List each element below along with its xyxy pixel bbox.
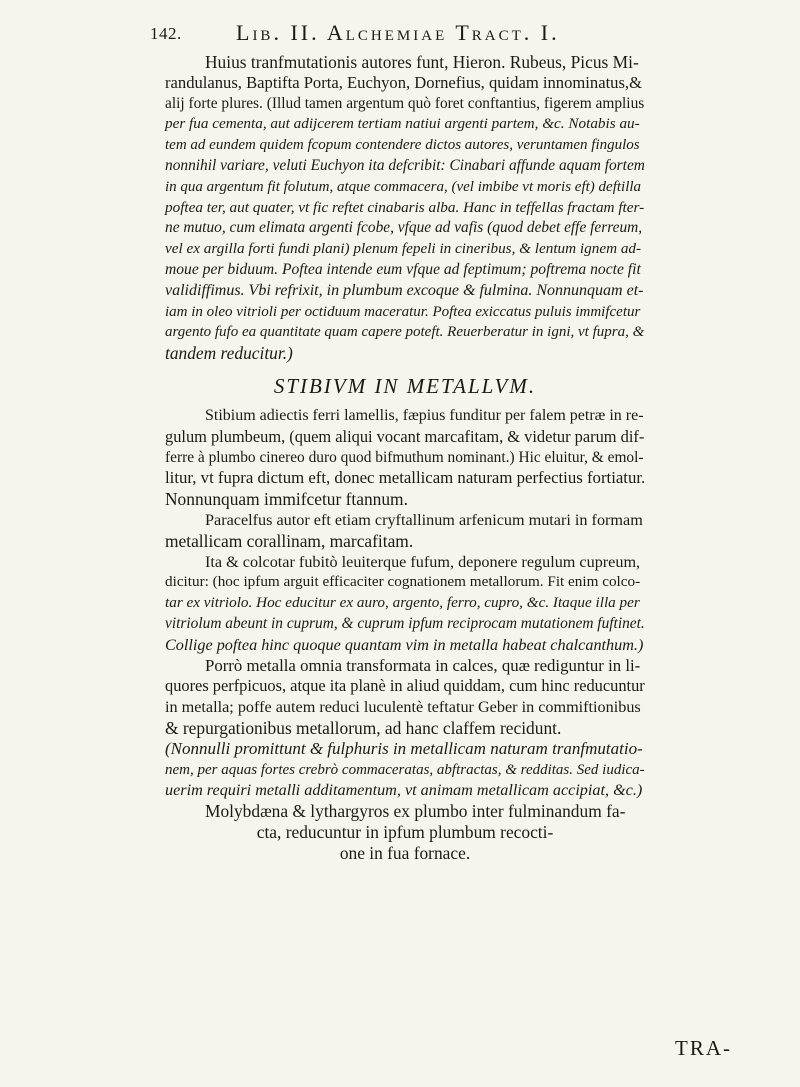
text-line: Huius tranfmutationis autores funt, Hieron. Rubeus, Picus Mi- [205, 52, 639, 72]
paragraph-6 [165, 739, 645, 801]
text-line: uerim requiri metalli additamentum, vt animam metallicam accipiat, &c.) [165, 781, 643, 800]
text-line: tandem reducitur.) [165, 343, 293, 364]
text-line: nonnihil variare, veluti Euchyon ita defcribit: Cinabari affunde aquam fortem [165, 156, 645, 174]
text-line: in metalla; poffe autem reduci luculentè teftatur Geber in commiftionibus [165, 698, 641, 717]
text-line: ne mutuo, cum elimata argenti fcobe, vfque ad vafis (quod debet effe ferreum, [165, 219, 643, 237]
text-line: Ita & colcotar fubitò leuiterque fufum, deponere regulum cupreum, [205, 552, 641, 571]
text-line: validiffimus. Vbi refrixit, in plumbum excoque & fulmina. Nonnunquam et- [165, 281, 644, 299]
text-line: iam in oleo vitrioli per octiduum maceratur. Poftea exiccatus puluis immifcetur [165, 303, 641, 320]
text-line: ferre à plumbo cinereo duro quod bifmuthum nominant.) Hic eluitur, & emol- [165, 448, 644, 466]
text-line: litur, vt fupra dictum eft, donec metallicam naturam perfectius fortiatur. [165, 468, 646, 488]
text-line: metallicam corallinam, marcafitam. [165, 530, 414, 551]
section-title: STIBIVM IN METALLVM. [273, 373, 537, 398]
text-line: quores perfpicuos, atque ita planè in aliud quiddam, cum hinc reducuntur [165, 676, 645, 696]
text-line: Nonnunquam immifcetur ftannum. [165, 489, 408, 510]
text-line: tem ad eundem quidem fcopum contendere dictos autores, veruntamen fingulos [165, 137, 640, 154]
text-line: cta, reducuntur in ipfum plumbum recocti- [256, 821, 554, 842]
paragraph-4 [165, 552, 645, 656]
text-line: tar ex vitriolo. Hoc educitur ex auro, argento, ferro, cupro, &c. Itaque illa per [165, 594, 640, 612]
text-line: (Nonnulli promittunt & fulphuris in metallicam naturam tranfmutatio- [165, 738, 643, 758]
text-line: vel ex argilla forti fundi plani) plenum fepeli in cineribus, & lentum ignem ad- [165, 240, 642, 258]
text-line: gulum plumbeum, (quem aliqui vocant marcafitam, & videtur parum dif- [165, 426, 645, 446]
text-line: dicitur: (hoc ipfum arguit efficaciter cognationem metallorum. Fit enim colco- [165, 573, 641, 591]
text-line: per fua cementa, aut adijcerem tertiam natiui argenti partem, &c. Notabis au- [165, 115, 640, 133]
text-line: poftea ter, aut quater, vt fic reftet cinabaris alba. Hanc in teffellas fractam fter- [165, 198, 645, 216]
text-line: one in fua fornace. [339, 842, 471, 863]
text-line: moue per biduum. Poftea intende eum vfque ad feptimum; poftrema nocte fit [165, 260, 641, 278]
text-line: Porrò metalla omnia transformata in calces, quæ rediguntur in li- [205, 655, 641, 675]
text-line: & repurgationibus metallorum, ad hanc claffem recidunt. [165, 717, 562, 738]
main-text [165, 52, 645, 863]
text-line: alij forte plures. (Illud tamen argentum quò foret conftantius, figerem amplius [165, 94, 645, 112]
page-header [150, 18, 660, 48]
paragraph-5 [165, 656, 645, 739]
paragraph-1 [165, 52, 645, 364]
text-line: argento fufo ea quantitate quam capere poteft. Reuerberatur in igni, vt fupra, & [165, 324, 645, 341]
text-line: randulanus, Baptifta Porta, Euchyon, Dornefius, quidam innominatus,& [165, 72, 642, 92]
text-line: vitriolum abeunt in cuprum, & cuprum ipfum reciprocam mutationem fuftinet. [165, 614, 645, 632]
paragraph-3 [165, 510, 645, 552]
running-head: Lib. II. Alchemiae Tract. I. [236, 20, 560, 45]
page-number: 142. [150, 24, 182, 43]
text-line: Stibium adiectis ferri lamellis, fæpius funditur per falem petræ in re- [205, 406, 644, 424]
text-line: in qua argentum fit folutum, atque commacera, (vel imbibe vt moris eft) deftilla [165, 178, 642, 195]
text-line: Paracelfus autor eft etiam cryftallinum arfenicum mutari in formam [205, 510, 643, 529]
text-line: Collige poftea hinc quoque quantam vim in metalla habeat chalcanthum.) [165, 635, 644, 654]
paragraph-7 [165, 801, 645, 863]
catchword: TRA- [675, 1036, 732, 1060]
text-line: nem, per aquas fortes crebrò commaceratas, abftractas, & redditas. Sed iudica- [165, 761, 645, 778]
text-line: Molybdæna & lythargyros ex plumbo inter fulminandum fa- [205, 801, 626, 822]
paragraph-2 [165, 406, 645, 510]
